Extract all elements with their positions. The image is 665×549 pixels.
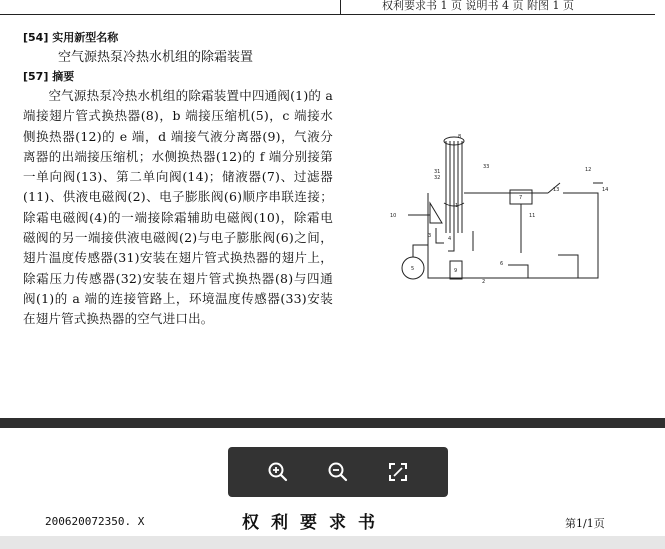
diagram-label: 5: [411, 266, 415, 272]
diagram-label: 33: [483, 164, 490, 170]
diagram-label: 32: [434, 175, 441, 181]
utility-model-title: 空气源热泵冷热水机组的除霜装置: [58, 50, 254, 65]
name-label: [54] 实用新型名称: [23, 31, 119, 44]
diagram-label: 12: [585, 167, 592, 173]
diagram-label: 11: [529, 213, 536, 219]
diagram-label: 2: [482, 279, 486, 285]
zoom-in-button[interactable]: [263, 457, 293, 487]
zoom-in-icon: [267, 461, 289, 483]
viewer-separator: [0, 418, 665, 428]
diagram-label: 6: [500, 261, 504, 267]
page-count-note: 权利要求书 1 页 说明书 4 页 附图 1 页: [382, 0, 574, 12]
header-rule: [0, 14, 655, 15]
diagram-label: 14: [602, 187, 609, 193]
viewer-bottom-band: [0, 536, 665, 549]
diagram-label: 7: [519, 195, 523, 201]
diagram-label: 10: [390, 213, 397, 219]
zoom-out-button[interactable]: [323, 457, 353, 487]
fit-screen-button[interactable]: [383, 457, 413, 487]
diagram-label: 3: [428, 233, 432, 239]
header-divider: [340, 0, 341, 15]
abstract-text: 空气源热泵冷热水机组的除霜装置中四通阀(1)的 a 端接翅片管式换热器(8)，b 端接压缩机(5)，c 端接水侧换热器(12)的 e 端，d 端接气液分离器(9)，气液分离器的出端接压缩机；水侧换热器(12)的 f 端分别接第一单向阀(13)、第二单向阀(14)；储液器(7)、过滤器(11)、供液电磁阀(2)、电子膨胀阀(6)顺序串联连接；除霜电磁阀(4)的一端接除霜辅助电磁阀(10)，除霜电磁阀的另一端接供液电磁阀(2)与电子膨胀阀(6)之间，翅片温度传感器(31)安装在翅片管式换热器的翅片上，除霜压力传感器(32)安装在翅片管式换热器(8)与四通阀(1)的 a 端的连接管路上，环境温度传感器(33)安装在翅片管式换热器的空气进口出。: [23, 88, 333, 327]
diagram-label: 8: [458, 134, 462, 140]
zoom-toolbar: [228, 447, 448, 497]
abstract-label: [57] 摘要: [23, 70, 75, 83]
diagram-label: 13: [553, 187, 560, 193]
fit-screen-icon: [387, 461, 409, 483]
schematic-diagram: [388, 133, 610, 289]
diagram-label: 9: [454, 268, 458, 274]
page-indicator: 第1/1页: [565, 517, 605, 530]
document-number: 200620072350. X: [45, 515, 145, 528]
diagram-label: 1: [455, 203, 459, 209]
zoom-out-icon: [327, 461, 349, 483]
diagram-label: 31: [434, 169, 441, 175]
diagram-label: 4: [448, 236, 452, 242]
document-title: 权利要求书: [242, 513, 387, 533]
